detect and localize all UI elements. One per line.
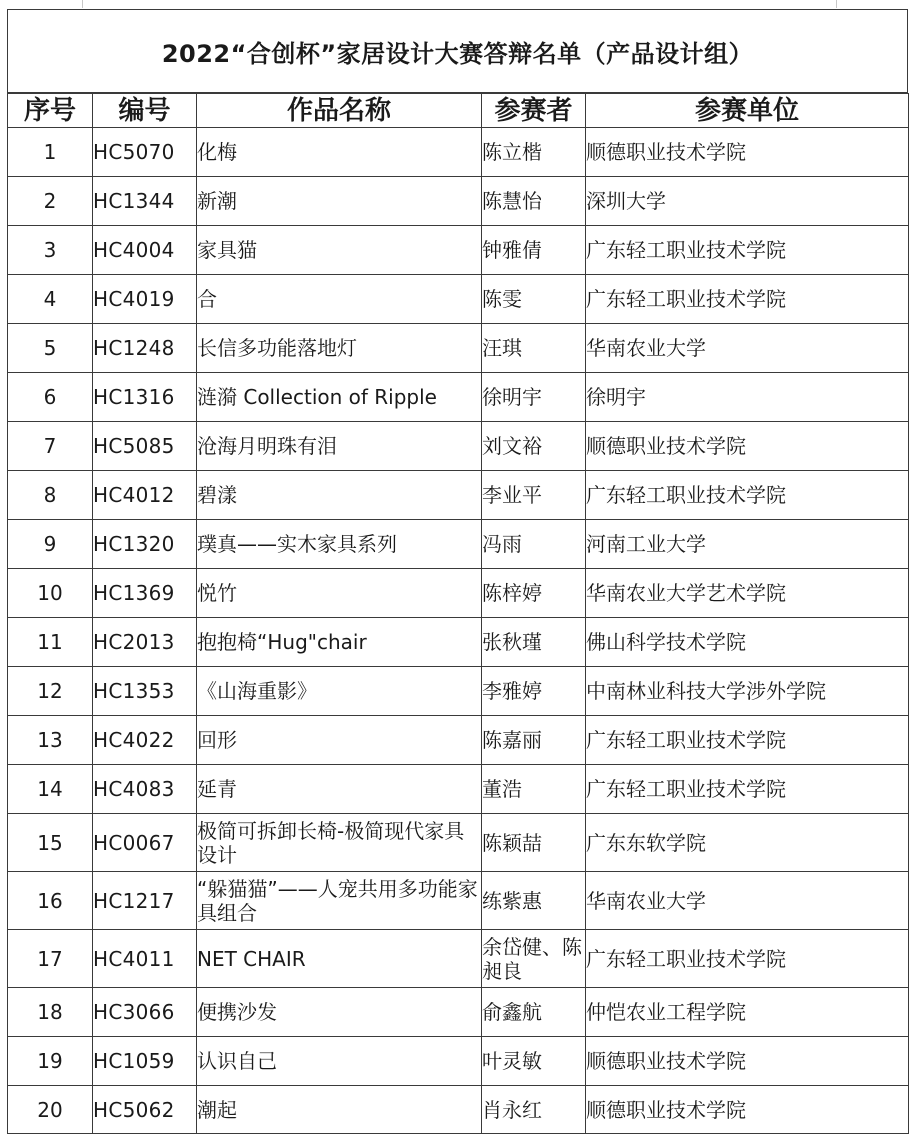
- row-index: 10: [8, 569, 93, 618]
- row-code: HC1353: [93, 667, 197, 716]
- row-work-title: 抱抱椅“Hug"chair: [197, 618, 482, 667]
- row-participant: 练紫惠: [482, 872, 586, 930]
- row-organization: 深圳大学: [586, 177, 909, 226]
- row-work-title: 涟漪 Collection of Ripple: [197, 373, 482, 422]
- table-row: [8, 667, 909, 716]
- row-work-title: 极简可拆卸长椅-极简现代家具设计: [197, 814, 482, 872]
- top-ruler-strip: [0, 0, 917, 9]
- row-participant: 董浩: [482, 765, 586, 814]
- row-participant: 李雅婷: [482, 667, 586, 716]
- row-index: 6: [8, 373, 93, 422]
- row-participant: 陈立楷: [482, 128, 586, 177]
- roster-table: [7, 93, 909, 1134]
- header-row: [8, 94, 909, 128]
- row-index: 18: [8, 988, 93, 1037]
- row-organization: 华南农业大学: [586, 324, 909, 373]
- table-row: [8, 872, 909, 930]
- col-header-code: 编号: [93, 94, 197, 128]
- row-organization: 华南农业大学艺术学院: [586, 569, 909, 618]
- row-participant: 余岱健、陈昶良: [482, 930, 586, 988]
- row-index: 12: [8, 667, 93, 716]
- table-row: [8, 275, 909, 324]
- row-participant: 叶灵敏: [482, 1037, 586, 1086]
- row-index: 2: [8, 177, 93, 226]
- row-participant: 陈梓婷: [482, 569, 586, 618]
- row-participant: 张秋瑾: [482, 618, 586, 667]
- row-work-title: 化梅: [197, 128, 482, 177]
- row-participant: 汪琪: [482, 324, 586, 373]
- table-row: [8, 422, 909, 471]
- table-row: [8, 765, 909, 814]
- col-header-participant: 参赛者: [482, 94, 586, 128]
- ruler-tick: [836, 0, 837, 8]
- table-row: [8, 373, 909, 422]
- row-participant: 陈雯: [482, 275, 586, 324]
- row-code: HC5085: [93, 422, 197, 471]
- row-index: 8: [8, 471, 93, 520]
- row-index: 5: [8, 324, 93, 373]
- row-work-title: 潮起: [197, 1086, 482, 1134]
- table-row: [8, 1086, 909, 1134]
- row-code: HC5070: [93, 128, 197, 177]
- row-code: HC0067: [93, 814, 197, 872]
- row-work-title: 便携沙发: [197, 988, 482, 1037]
- row-index: 17: [8, 930, 93, 988]
- table-row: [8, 618, 909, 667]
- row-code: HC1320: [93, 520, 197, 569]
- row-index: 4: [8, 275, 93, 324]
- table-row: [8, 471, 909, 520]
- row-participant: 俞鑫航: [482, 988, 586, 1037]
- row-code: HC4004: [93, 226, 197, 275]
- col-header-index: 序号: [8, 94, 93, 128]
- row-index: 11: [8, 618, 93, 667]
- roster-body: [8, 128, 909, 1134]
- row-code: HC2013: [93, 618, 197, 667]
- row-code: HC3066: [93, 988, 197, 1037]
- row-organization: 广东轻工职业技术学院: [586, 716, 909, 765]
- row-index: 19: [8, 1037, 93, 1086]
- table-row: [8, 520, 909, 569]
- row-participant: 李业平: [482, 471, 586, 520]
- row-organization: 顺德职业技术学院: [586, 128, 909, 177]
- row-index: 20: [8, 1086, 93, 1134]
- row-code: HC4083: [93, 765, 197, 814]
- col-header-org: 参赛单位: [586, 94, 909, 128]
- col-header-work: 作品名称: [197, 94, 482, 128]
- row-organization: 河南工业大学: [586, 520, 909, 569]
- row-organization: 佛山科学技术学院: [586, 618, 909, 667]
- row-organization: 广东轻工职业技术学院: [586, 765, 909, 814]
- row-code: HC1316: [93, 373, 197, 422]
- row-work-title: 碧漾: [197, 471, 482, 520]
- row-participant: 陈颖喆: [482, 814, 586, 872]
- row-organization: 仲恺农业工程学院: [586, 988, 909, 1037]
- row-index: 7: [8, 422, 93, 471]
- row-index: 16: [8, 872, 93, 930]
- row-organization: 广东轻工职业技术学院: [586, 930, 909, 988]
- row-organization: 广东轻工职业技术学院: [586, 471, 909, 520]
- row-participant: 刘文裕: [482, 422, 586, 471]
- table-row: [8, 226, 909, 275]
- row-organization: 广东东软学院: [586, 814, 909, 872]
- table-row: [8, 324, 909, 373]
- row-work-title: 回形: [197, 716, 482, 765]
- table-row: [8, 569, 909, 618]
- row-work-title: 《山海重影》: [197, 667, 482, 716]
- row-index: 15: [8, 814, 93, 872]
- row-participant: 陈嘉丽: [482, 716, 586, 765]
- ruler-tick: [82, 0, 83, 8]
- row-organization: 顺德职业技术学院: [586, 1086, 909, 1134]
- row-participant: 钟雅倩: [482, 226, 586, 275]
- row-work-title: 长信多功能落地灯: [197, 324, 482, 373]
- row-organization: 徐明宇: [586, 373, 909, 422]
- row-work-title: 延青: [197, 765, 482, 814]
- row-work-title: 新潮: [197, 177, 482, 226]
- row-index: 1: [8, 128, 93, 177]
- row-code: HC1248: [93, 324, 197, 373]
- row-index: 14: [8, 765, 93, 814]
- row-index: 13: [8, 716, 93, 765]
- table-row: [8, 177, 909, 226]
- row-index: 9: [8, 520, 93, 569]
- row-code: HC1369: [93, 569, 197, 618]
- row-participant: 肖永红: [482, 1086, 586, 1134]
- row-work-title: 合: [197, 275, 482, 324]
- row-code: HC4022: [93, 716, 197, 765]
- row-work-title: 悦竹: [197, 569, 482, 618]
- row-organization: 华南农业大学: [586, 872, 909, 930]
- row-participant: 陈慧怡: [482, 177, 586, 226]
- page-title: 2022“合创杯”家居设计大赛答辩名单（产品设计组）: [161, 39, 754, 68]
- row-code: HC4012: [93, 471, 197, 520]
- row-code: HC4019: [93, 275, 197, 324]
- table-row: [8, 128, 909, 177]
- row-work-title: “躲猫猫”——人宠共用多功能家具组合: [197, 872, 482, 930]
- row-code: HC5062: [93, 1086, 197, 1134]
- table-row: [8, 814, 909, 872]
- row-organization: 广东轻工职业技术学院: [586, 226, 909, 275]
- row-work-title: 家具猫: [197, 226, 482, 275]
- row-organization: 中南林业科技大学涉外学院: [586, 667, 909, 716]
- row-work-title: NET CHAIR: [197, 930, 482, 988]
- row-code: HC1217: [93, 872, 197, 930]
- row-code: HC4011: [93, 930, 197, 988]
- row-code: HC1059: [93, 1037, 197, 1086]
- row-participant: 徐明宇: [482, 373, 586, 422]
- table-row: [8, 930, 909, 988]
- row-participant: 冯雨: [482, 520, 586, 569]
- title-row: [7, 9, 908, 93]
- table-row: [8, 988, 909, 1037]
- roster-sheet: [7, 9, 908, 1134]
- row-code: HC1344: [93, 177, 197, 226]
- row-work-title: 认识自己: [197, 1037, 482, 1086]
- row-organization: 顺德职业技术学院: [586, 1037, 909, 1086]
- row-index: 3: [8, 226, 93, 275]
- table-row: [8, 716, 909, 765]
- row-organization: 顺德职业技术学院: [586, 422, 909, 471]
- table-row: [8, 1037, 909, 1086]
- row-organization: 广东轻工职业技术学院: [586, 275, 909, 324]
- row-work-title: 璞真——实木家具系列: [197, 520, 482, 569]
- row-work-title: 沧海月明珠有泪: [197, 422, 482, 471]
